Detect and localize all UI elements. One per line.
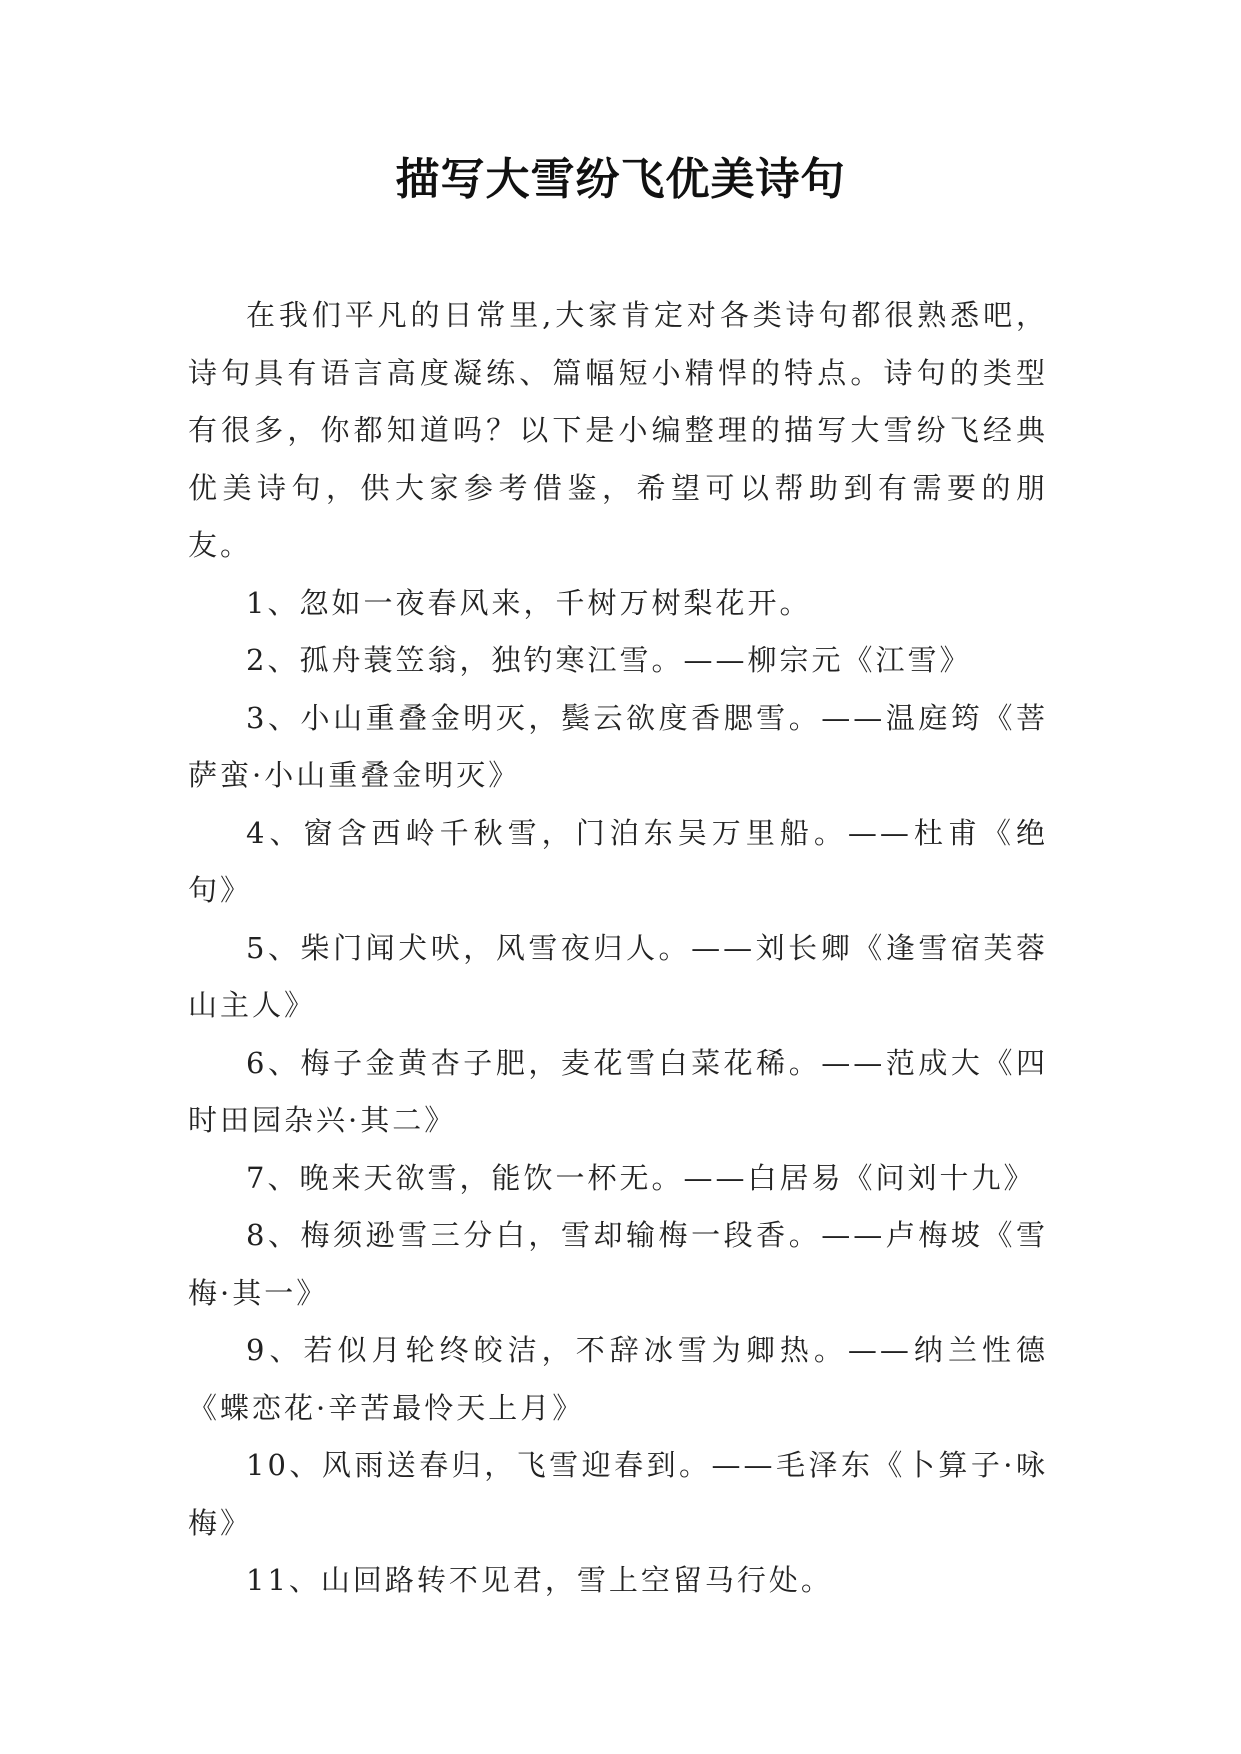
poem-line-7: 7、晚来天欲雪，能饮一杯无。——白居易《问刘十九》 <box>246 1160 1036 1195</box>
poem-line-4: 4、窗含西岭千秋雪，门泊东吴万里船。——杜甫《绝句》 <box>188 815 1048 907</box>
poem-line-8: 8、梅须逊雪三分白，雪却输梅一段香。——卢梅坡《雪梅·其一》 <box>188 1218 1048 1310</box>
poem-line-10: 10、风雨送春归，飞雪迎春到。——毛泽东《卜算子·咏梅》 <box>188 1448 1048 1540</box>
document-title: 描写大雪纷飞优美诗句 <box>395 154 846 205</box>
poem-line-11: 11、山回路转不见君，雪上空留马行处。 <box>246 1563 833 1597</box>
poem-line-5: 5、柴门闻犬吠，风雪夜归人。——刘长卿《逢雪宿芙蓉山主人》 <box>188 930 1048 1022</box>
poem-line-3: 3、小山重叠金明灭，鬓云欲度香腮雪。——温庭筠《菩萨蛮·小山重叠金明灭》 <box>188 700 1048 792</box>
poem-line-1: 1、忽如一夜春风来，千树万树梨花开。 <box>246 585 812 620</box>
document-body <box>188 287 1048 1610</box>
poem-line-9: 9、若似月轮终皎洁，不辞冰雪为卿热。——纳兰性德《蝶恋花·辛苦最怜天上月》 <box>188 1333 1048 1425</box>
poem-line-6: 6、梅子金黄杏子肥，麦花雪白菜花稀。——范成大《四时田园杂兴·其二》 <box>188 1045 1048 1137</box>
intro-paragraph: 在我们平凡的日常里,大家肯定对各类诗句都很熟悉吧，诗句具有语言高度凝练、篇幅短小精悍的特点。诗句的类型有很多，你都知道吗？以下是小编整理的描写大雪纷飞经典优美诗句，供大家参考借鉴，希望可以帮助到有需要的朋友。 <box>188 298 1048 562</box>
poem-line-2: 2、孤舟蓑笠翁，独钓寒江雪。——柳宗元《江雪》 <box>246 643 972 677</box>
